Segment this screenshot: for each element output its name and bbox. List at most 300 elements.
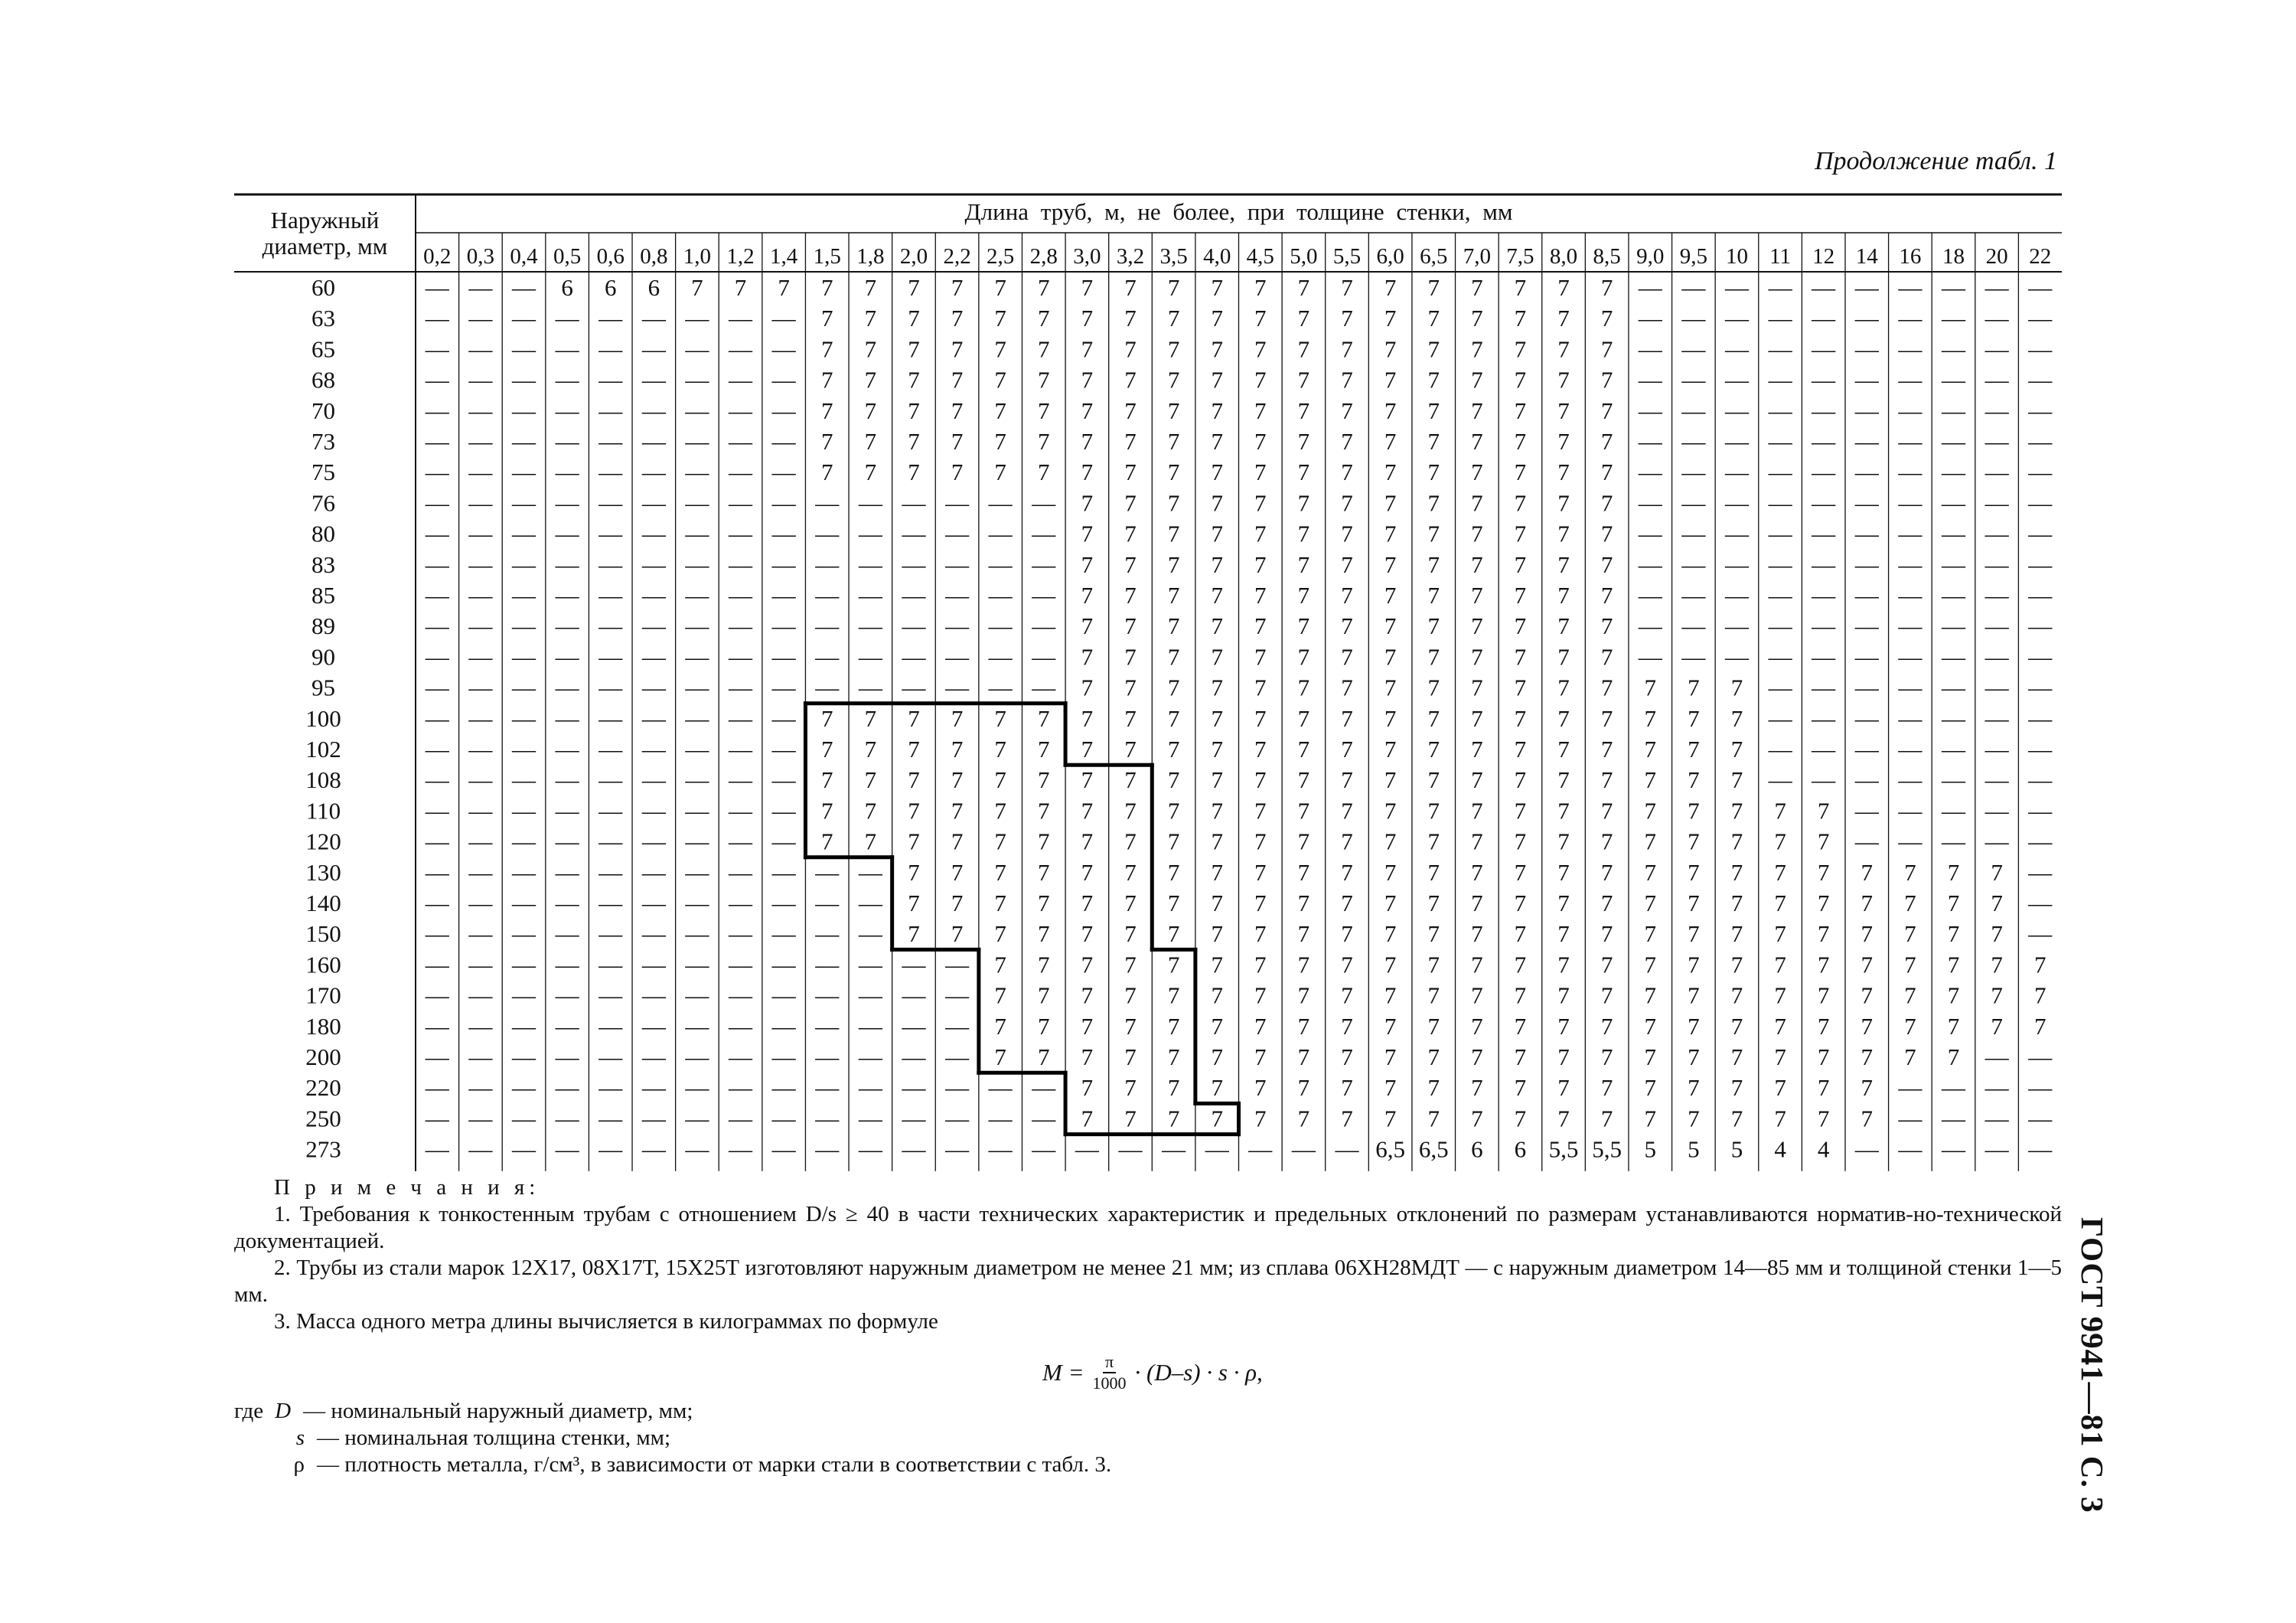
- table-cell: 7: [1557, 459, 1570, 486]
- table-cell: —: [858, 858, 882, 886]
- table-cell: 7: [1991, 890, 2003, 916]
- table-cell: —: [425, 766, 449, 794]
- table-cell: 7: [1471, 366, 1483, 394]
- table-cell: 7: [1081, 858, 1094, 886]
- table-cell: —: [2028, 459, 2053, 486]
- table-cell: 7: [1861, 1074, 1874, 1102]
- table-cell: —: [598, 704, 623, 732]
- table-cell: 7: [951, 305, 964, 332]
- table-cell: 7: [1038, 951, 1050, 978]
- table-cell: —: [1898, 582, 1923, 609]
- table-cell: 7: [1081, 397, 1094, 424]
- table-cell: —: [555, 858, 579, 886]
- table-cell: —: [771, 1012, 796, 1040]
- table-cell: —: [771, 550, 796, 578]
- table-cell: —: [425, 489, 449, 517]
- table-cell: —: [1985, 335, 2009, 363]
- table-cell: —: [729, 858, 753, 886]
- table-cell: —: [1898, 428, 1923, 455]
- table-cell: —: [1941, 335, 1965, 363]
- table-cell: 7: [994, 428, 1006, 455]
- table-cell: 7: [1341, 828, 1353, 855]
- table-cell: —: [858, 489, 882, 517]
- table-cell: 7: [1600, 704, 1613, 732]
- table-cell: 7: [1644, 704, 1656, 732]
- table-cell: 7: [951, 704, 964, 732]
- table-cell: 7: [1427, 582, 1440, 609]
- table-cell: —: [858, 1135, 882, 1163]
- table-cell: —: [1335, 1135, 1359, 1163]
- table-cell: 7: [1167, 397, 1180, 424]
- table-cell: —: [945, 674, 970, 701]
- table-cell: —: [598, 428, 623, 455]
- table-cell: 7: [1557, 366, 1570, 394]
- table-cell: 7: [1341, 920, 1353, 948]
- table-cell: 7: [1557, 582, 1570, 609]
- table-cell: 7: [1600, 520, 1613, 547]
- table-cell: 7: [1297, 1074, 1310, 1102]
- definition-text: — номинальный наружный диаметр, мм;: [303, 1399, 693, 1423]
- table-cell: —: [512, 397, 536, 424]
- table-cell: 7: [1557, 612, 1570, 640]
- table-cell: 7: [1427, 459, 1440, 486]
- table-cell: —: [468, 1105, 493, 1132]
- thickness-header: 22: [2029, 244, 2052, 269]
- thickness-header: 11: [1769, 244, 1792, 269]
- table-cell: 7: [1730, 736, 1743, 763]
- table-cell: —: [729, 335, 753, 363]
- table-cell: 7: [1341, 1105, 1353, 1132]
- table-cell: —: [1898, 550, 1923, 578]
- table-cell: —: [512, 550, 536, 578]
- table-cell: 7: [951, 274, 964, 301]
- thickness-header: 1,0: [683, 244, 712, 269]
- table-cell: —: [1032, 643, 1056, 671]
- diameter-value: 200: [305, 1043, 341, 1070]
- table-cell: 7: [1688, 920, 1700, 948]
- table-cell: —: [1985, 1043, 2009, 1070]
- table-cell: —: [1812, 736, 1836, 763]
- table-cell: 7: [1514, 550, 1527, 578]
- table-cell: —: [945, 1135, 970, 1163]
- table-cell: 7: [1471, 1074, 1483, 1102]
- table-cell: 7: [1514, 920, 1527, 948]
- table-cell: —: [468, 766, 493, 794]
- table-cell: —: [729, 397, 753, 424]
- table-cell: —: [1854, 274, 1879, 301]
- table-cell: —: [598, 305, 623, 332]
- table-cell: —: [1032, 612, 1056, 640]
- table-cell: 7: [1297, 520, 1310, 547]
- table-cell: —: [512, 890, 536, 916]
- table-cell: —: [1768, 366, 1792, 394]
- table-cell: —: [598, 858, 623, 886]
- table-cell: —: [2028, 550, 2053, 578]
- table-cell: —: [468, 397, 493, 424]
- table-cell: —: [771, 981, 796, 1009]
- diameter-value: 130: [305, 858, 341, 886]
- table-cell: —: [945, 582, 970, 609]
- table-cell: 7: [1817, 1012, 1830, 1040]
- table-cell: —: [815, 951, 840, 978]
- table-cell: 7: [1297, 858, 1310, 886]
- table-cell: 7: [1514, 305, 1527, 332]
- table-cell: —: [2028, 1135, 2053, 1163]
- table-cell: 7: [821, 366, 833, 394]
- table-cell: —: [598, 736, 623, 763]
- table-cell: —: [468, 335, 493, 363]
- thickness-header: 0,5: [553, 244, 582, 269]
- table-cell: 7: [994, 1043, 1006, 1070]
- table-cell: 7: [1254, 736, 1267, 763]
- table-cell: 7: [864, 335, 877, 363]
- table-cell: —: [512, 459, 536, 486]
- table-cell: —: [685, 582, 709, 609]
- table-cell: —: [468, 612, 493, 640]
- table-cell: 7: [1688, 1074, 1700, 1102]
- table-cell: 7: [1514, 1074, 1527, 1102]
- table-cell: —: [685, 951, 709, 978]
- table-cell: —: [1985, 550, 2009, 578]
- table-cell: —: [1985, 674, 2009, 701]
- table-cell: —: [2028, 1105, 2053, 1132]
- mass-formula: [1042, 1352, 1263, 1393]
- table-cell: —: [1638, 643, 1662, 671]
- table-cell: 7: [1557, 305, 1570, 332]
- table-cell: 7: [1427, 858, 1440, 886]
- table-cell: 7: [1038, 1012, 1050, 1040]
- table-cell: 7: [1730, 1105, 1743, 1132]
- table-cell: —: [555, 1105, 579, 1132]
- table-cell: 7: [1730, 828, 1743, 855]
- table-cell: 7: [1600, 274, 1613, 301]
- table-cell: —: [1638, 305, 1662, 332]
- table-cell: —: [598, 643, 623, 671]
- table-cell: 7: [1211, 1012, 1223, 1040]
- table-cell: 7: [1471, 1105, 1483, 1132]
- table-cell: —: [1032, 1135, 1056, 1163]
- table-cell: —: [425, 397, 449, 424]
- table-cell: —: [858, 920, 882, 948]
- table-cell: 4: [1774, 1135, 1786, 1163]
- thickness-header: 0,6: [596, 244, 625, 269]
- table-cell: —: [988, 643, 1013, 671]
- table-cell: 7: [864, 797, 877, 825]
- thickness-header: 5,0: [1290, 244, 1318, 269]
- table-cell: —: [685, 704, 709, 732]
- table-cell: —: [425, 305, 449, 332]
- thickness-header: 8,5: [1593, 244, 1621, 269]
- table-cell: —: [1681, 582, 1706, 609]
- table-cell: —: [2028, 704, 2053, 732]
- table-cell: 7: [1254, 366, 1267, 394]
- table-cell: —: [1985, 274, 2009, 301]
- table-cell: 7: [1211, 920, 1223, 948]
- table-cell: 7: [1817, 828, 1830, 855]
- table-cell: —: [555, 582, 579, 609]
- table-cell: —: [1681, 274, 1706, 301]
- diameter-value: 170: [305, 981, 341, 1009]
- table-cell: —: [815, 1135, 840, 1163]
- table-cell: —: [729, 582, 753, 609]
- table-cell: —: [1898, 274, 1923, 301]
- table-cell: 7: [1384, 766, 1397, 794]
- table-cell: —: [1941, 704, 1965, 732]
- table-cell: —: [2028, 582, 2053, 609]
- table-cell: —: [1854, 459, 1879, 486]
- table-cell: 7: [1254, 612, 1267, 640]
- table-cell: 7: [1557, 428, 1570, 455]
- table-cell: 7: [1341, 489, 1353, 517]
- table-cell: 7: [1167, 981, 1180, 1009]
- table-cell: 7: [1861, 951, 1874, 978]
- thickness-header: 5,5: [1332, 244, 1362, 269]
- table-cell: —: [1812, 643, 1836, 671]
- table-cell: —: [2028, 736, 2053, 763]
- table-cell: 7: [1384, 1043, 1397, 1070]
- table-cell: 7: [1211, 1043, 1223, 1070]
- table-cell: —: [512, 335, 536, 363]
- table-cell: 7: [1774, 1074, 1786, 1102]
- diameter-value: 83: [311, 550, 335, 578]
- table-cell: 7: [1471, 704, 1483, 732]
- table-cell: 5,5: [1548, 1135, 1579, 1163]
- table-cell: 7: [1384, 305, 1397, 332]
- table-cell: —: [425, 1135, 449, 1163]
- table-cell: 7: [1038, 920, 1050, 948]
- table-cell: —: [1768, 335, 1792, 363]
- table-cell: 7: [1167, 550, 1180, 578]
- thickness-header: 0,8: [640, 244, 668, 269]
- table-cell: 7: [1081, 951, 1094, 978]
- table-cell: 7: [1167, 704, 1180, 732]
- table-cell: 7: [1557, 1012, 1570, 1040]
- table-cell: 7: [1427, 1043, 1440, 1070]
- table-cell: 7: [1471, 890, 1483, 916]
- table-cell: —: [902, 1105, 926, 1132]
- table-cell: —: [729, 1012, 753, 1040]
- table-cell: —: [1768, 397, 1792, 424]
- table-cell: 7: [864, 459, 877, 486]
- table-cell: 7: [1730, 890, 1743, 916]
- table-cell: —: [468, 520, 493, 547]
- table-cell: 7: [1254, 828, 1267, 855]
- table-cell: 7: [1038, 428, 1050, 455]
- table-cell: —: [729, 890, 753, 916]
- table-cell: 7: [908, 305, 920, 332]
- table-cell: —: [425, 1074, 449, 1102]
- table-cell: 7: [1124, 1074, 1137, 1102]
- table-cell: —: [729, 489, 753, 517]
- table-cell: —: [858, 1074, 882, 1102]
- table-continuation-label: Продолжение табл. 1: [1814, 147, 2057, 175]
- table-cell: —: [815, 643, 840, 671]
- table-cell: 7: [1254, 520, 1267, 547]
- table-cell: 7: [1471, 797, 1483, 825]
- table-cell: —: [512, 1135, 536, 1163]
- table-cell: 7: [1471, 858, 1483, 886]
- table-cell: 7: [1038, 890, 1050, 916]
- table-cell: 7: [1514, 981, 1527, 1009]
- table-cell: 7: [994, 704, 1006, 732]
- table-cell: 7: [1644, 766, 1656, 794]
- table-cell: —: [425, 920, 449, 948]
- table-cell: —: [815, 1012, 840, 1040]
- table-cell: 7: [1861, 1043, 1874, 1070]
- table-cell: —: [468, 459, 493, 486]
- table-cell: 7: [1427, 366, 1440, 394]
- table-cell: 7: [1861, 890, 1874, 916]
- table-cell: 7: [1557, 890, 1570, 916]
- table-cell: 7: [1081, 550, 1094, 578]
- table-cell: 7: [1038, 858, 1050, 886]
- table-cell: —: [771, 890, 796, 916]
- table-cell: 7: [1688, 736, 1700, 763]
- diameter-value: 80: [311, 520, 335, 547]
- table-cell: —: [1898, 643, 1923, 671]
- table-cell: 6: [1514, 1135, 1527, 1163]
- table-cell: 7: [1297, 766, 1310, 794]
- table-cell: 7: [1600, 366, 1613, 394]
- table-cell: 7: [1167, 858, 1180, 886]
- table-cell: 6: [1471, 1135, 1483, 1163]
- table-cell: —: [685, 612, 709, 640]
- table-cell: —: [2028, 428, 2053, 455]
- table-cell: —: [598, 1105, 623, 1132]
- table-cell: 7: [1341, 520, 1353, 547]
- table-cell: —: [425, 274, 449, 301]
- table-cell: 7: [1211, 643, 1223, 671]
- table-cell: 7: [1081, 674, 1094, 701]
- table-cell: —: [468, 1043, 493, 1070]
- table-cell: 7: [1297, 951, 1310, 978]
- table-cell: 7: [1427, 890, 1440, 916]
- table-cell: —: [729, 643, 753, 671]
- table-cell: 7: [821, 828, 833, 855]
- table-cell: 7: [1991, 858, 2003, 886]
- diameter-value: 89: [311, 612, 335, 640]
- table-cell: —: [1854, 305, 1879, 332]
- table-cell: 7: [1427, 520, 1440, 547]
- table-cell: —: [555, 428, 579, 455]
- table-cell: —: [2028, 335, 2053, 363]
- table-cell: —: [598, 828, 623, 855]
- table-cell: 7: [1211, 459, 1223, 486]
- table-cell: —: [1854, 797, 1879, 825]
- table-cell: 7: [1081, 1074, 1094, 1102]
- table-cell: —: [468, 704, 493, 732]
- table-cell: 7: [1211, 674, 1223, 701]
- table-cell: 7: [994, 335, 1006, 363]
- table-cell: —: [555, 704, 579, 732]
- table-cell: 7: [1427, 704, 1440, 732]
- table-cell: —: [1985, 1135, 2009, 1163]
- table-cell: —: [1118, 1135, 1143, 1163]
- table-cell: 7: [1167, 766, 1180, 794]
- table-cell: 7: [1124, 797, 1137, 825]
- table-cell: —: [512, 797, 536, 825]
- table-cell: —: [555, 951, 579, 978]
- table-cell: 7: [1817, 1074, 1830, 1102]
- thickness-header: 2,5: [987, 244, 1015, 269]
- table-cell: —: [1248, 1135, 1273, 1163]
- table-cell: 7: [1991, 981, 2003, 1009]
- table-cell: 7: [1341, 1074, 1353, 1102]
- table-cell: 7: [1038, 1043, 1050, 1070]
- table-cell: —: [685, 550, 709, 578]
- table-cell: —: [512, 274, 536, 301]
- table-cell: —: [685, 736, 709, 763]
- table-cell: 7: [1124, 1043, 1137, 1070]
- table-cell: —: [555, 305, 579, 332]
- table-cell: —: [945, 520, 970, 547]
- table-cell: 7: [1514, 489, 1527, 517]
- table-cell: —: [1985, 643, 2009, 671]
- table-cell: 7: [1254, 1105, 1267, 1132]
- table-cell: —: [729, 704, 753, 732]
- table-cell: —: [771, 428, 796, 455]
- table-cell: —: [512, 612, 536, 640]
- table-cell: 7: [1384, 428, 1397, 455]
- table-cell: —: [858, 520, 882, 547]
- table-cell: —: [902, 674, 926, 701]
- table-cell: 7: [1124, 335, 1137, 363]
- note-2: 2. Трубы из стали марок 12Х17, 08Х17Т, 15Х25Т изготовляют наружным диаметром не менее 21 мм; из сплава 06ХН28МДТ — с наружным диаметром 14—85 мм и толщиной стенки 1—5 мм.: [234, 1256, 2062, 1307]
- table-cell: 7: [1600, 1043, 1613, 1070]
- table-cell: 7: [1341, 305, 1353, 332]
- definition-row: [234, 1398, 1111, 1425]
- table-cell: —: [685, 305, 709, 332]
- table-cell: 7: [1644, 1043, 1656, 1070]
- table-cell: 7: [1167, 520, 1180, 547]
- table-cell: 7: [1384, 736, 1397, 763]
- table-cell: 7: [1557, 674, 1570, 701]
- table-cell: —: [641, 704, 666, 732]
- table-cell: 7: [1688, 766, 1700, 794]
- table-cell: 7: [1297, 1012, 1310, 1040]
- table-cell: 7: [1384, 335, 1397, 363]
- table-cell: —: [1941, 828, 1965, 855]
- diameter-value: 110: [305, 797, 341, 825]
- table-cell: 7: [1861, 1105, 1874, 1132]
- table-cell: 7: [1644, 920, 1656, 948]
- thickness-header: 6,5: [1420, 244, 1448, 269]
- table-cell: 7: [1427, 766, 1440, 794]
- table-cell: 7: [1644, 981, 1656, 1009]
- table-cell: —: [685, 890, 709, 916]
- table-cell: 7: [1081, 981, 1094, 1009]
- table-cell: —: [512, 828, 536, 855]
- table-cell: 7: [1211, 335, 1223, 363]
- table-cell: 7: [1688, 828, 1700, 855]
- table-cell: 7: [1471, 766, 1483, 794]
- table-cell: —: [425, 550, 449, 578]
- table-cell: —: [468, 428, 493, 455]
- table-cell: 7: [864, 305, 877, 332]
- table-cell: —: [945, 612, 970, 640]
- table-cell: 7: [1124, 674, 1137, 701]
- table-cell: 7: [1600, 550, 1613, 578]
- table-cell: 7: [1514, 612, 1527, 640]
- table-cell: —: [512, 489, 536, 517]
- table-cell: —: [468, 920, 493, 948]
- table-cell: 7: [1471, 612, 1483, 640]
- table-cell: —: [685, 1074, 709, 1102]
- table-cell: 7: [908, 335, 920, 363]
- table-cell: —: [988, 582, 1013, 609]
- table-cell: —: [1898, 335, 1923, 363]
- table-cell: 7: [1341, 858, 1353, 886]
